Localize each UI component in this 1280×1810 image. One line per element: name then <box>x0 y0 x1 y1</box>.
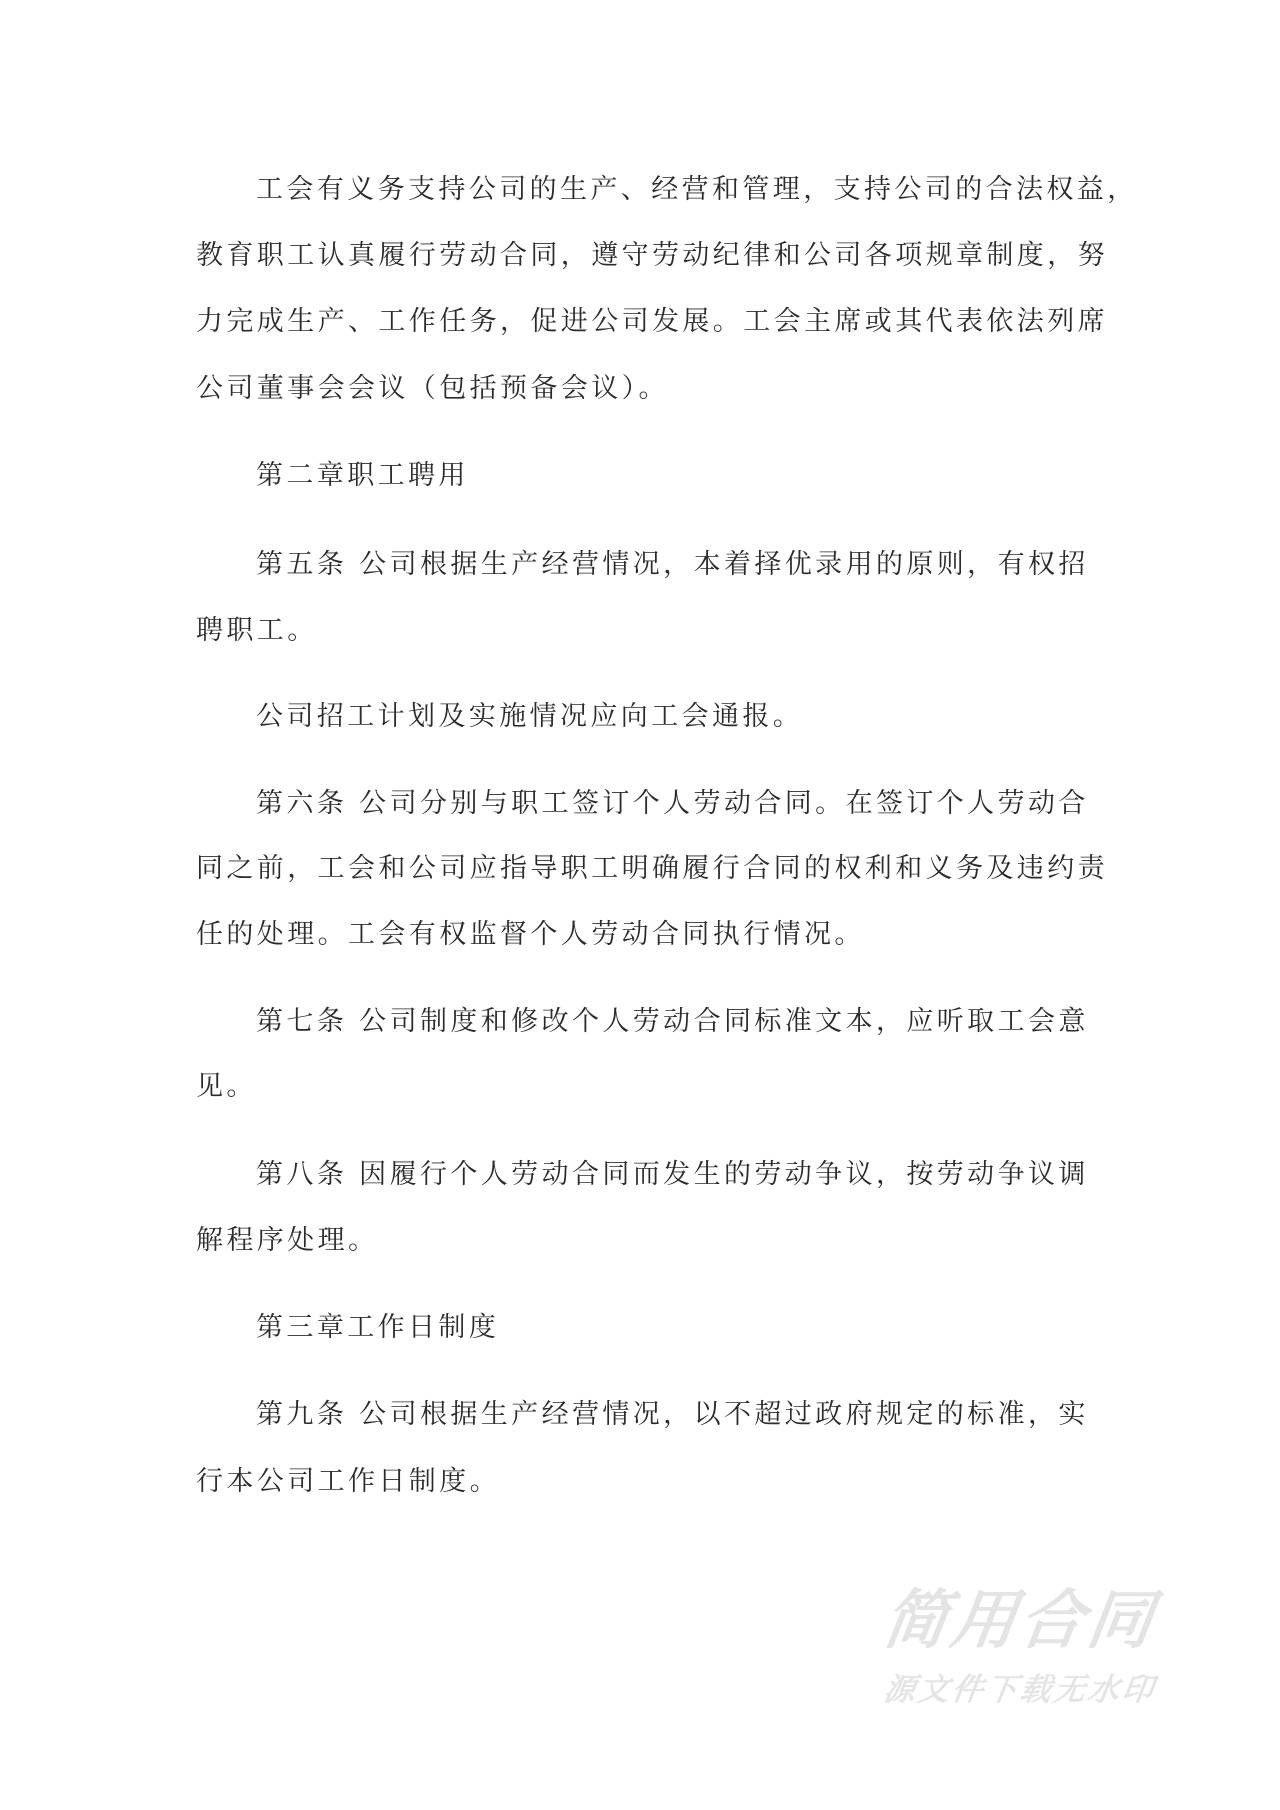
paragraph-line: 教育职工认真履行劳动合同，遵守劳动纪律和公司各项规章制度，努 <box>196 240 1108 271</box>
article-line: 第七条 公司制度和修改个人劳动合同标准文本，应听取工会意 <box>256 1006 1089 1037</box>
chapter-heading: 第二章职工聘用 <box>256 460 469 491</box>
article-line: 第五条 公司根据生产经营情况，本着择优录用的原则，有权招 <box>256 549 1089 580</box>
article-line: 第六条 公司分别与职工签订个人劳动合同。在签订个人劳动合 <box>256 788 1089 819</box>
article-line: 同之前，工会和公司应指导职工明确履行合同的权利和义务及违约责 <box>196 853 1108 884</box>
watermark-subtitle: 源文件下载无水印 <box>881 1672 1159 1708</box>
article-line: 第八条 因履行个人劳动合同而发生的劳动争议，按劳动争议调 <box>256 1159 1089 1190</box>
paragraph-line: 工会有义务支持公司的生产、经营和管理，支持公司的合法权益， <box>256 174 1138 205</box>
paragraph-line: 力完成生产、工作任务，促进公司发展。工会主席或其代表依法列席 <box>196 306 1108 337</box>
watermark-title: 简用合同 <box>878 1584 1162 1658</box>
article-line: 聘职工。 <box>196 615 318 646</box>
article-line: 解程序处理。 <box>196 1225 379 1256</box>
article-line: 行本公司工作日制度。 <box>196 1466 500 1497</box>
watermark <box>878 1584 1204 1708</box>
article-line: 见。 <box>196 1071 257 1102</box>
article-line: 任的处理。工会有权监督个人劳动合同执行情况。 <box>196 919 865 950</box>
paragraph-line: 公司招工计划及实施情况应向工会通报。 <box>256 701 804 732</box>
article-line: 第九条 公司根据生产经营情况，以不超过政府规定的标准，实 <box>256 1399 1089 1430</box>
paragraph-line: 公司董事会会议（包括预备会议）。 <box>196 373 669 404</box>
chapter-heading: 第三章工作日制度 <box>256 1312 500 1343</box>
